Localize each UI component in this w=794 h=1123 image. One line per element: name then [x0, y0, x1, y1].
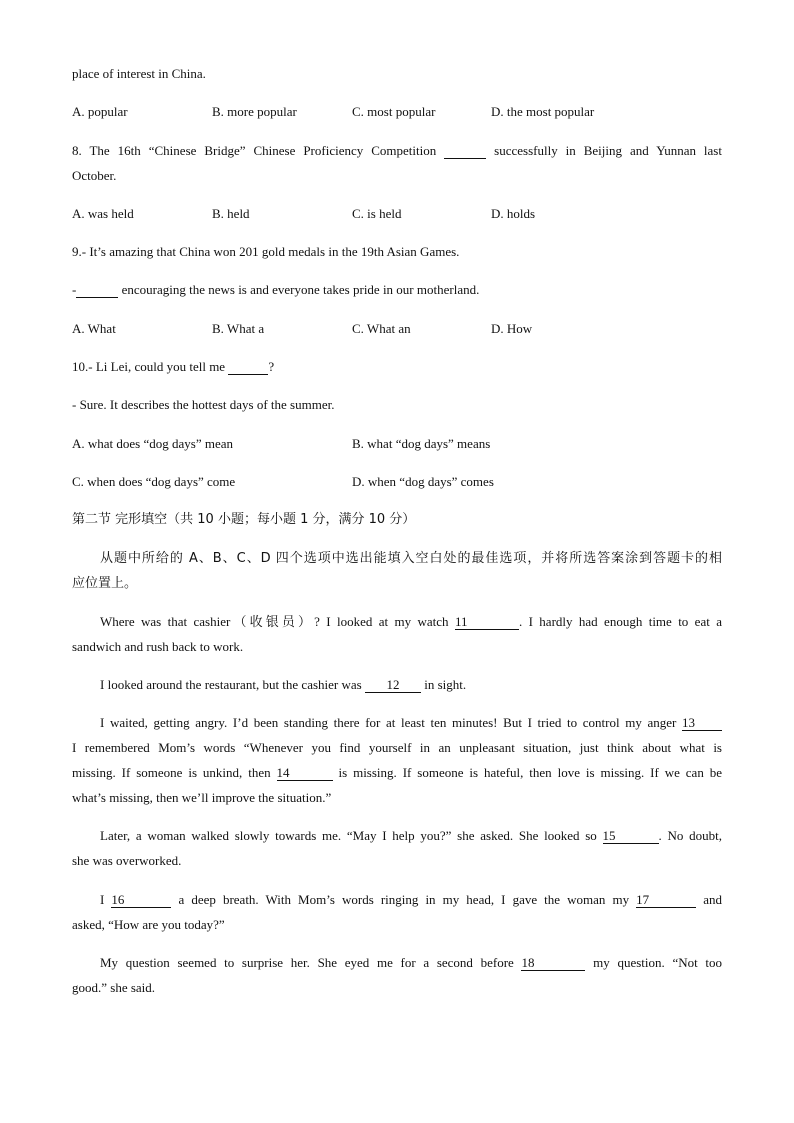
q9-question-line2 [72, 282, 479, 298]
passage-p6-line2: good.” she said. [72, 980, 156, 995]
q10-option-b: B. what “dog days” means [352, 436, 491, 451]
passage-p5-line1 [100, 892, 722, 908]
blank-17: 17 [636, 893, 696, 908]
p5-text-post: and [703, 892, 723, 907]
blank-15: 15 [603, 829, 659, 844]
p3-text-pre: I waited, getting angry. I’d been standing there for at least ten minutes! But I tried to control my anger [100, 715, 677, 730]
q9-text-post: encouraging the news is and everyone takes pride in our motherland. [121, 282, 480, 297]
q10-text-pre: 10.- Li Lei, could you tell me [72, 359, 226, 374]
q9-option-b: B. What a [212, 321, 265, 336]
p4-text-pre: Later, a woman walked slowly towards me. “May I help you?” she asked. She looked so [100, 828, 597, 843]
p2-text-pre: I looked around the restaurant, but the cashier was [100, 677, 362, 692]
q8-text-pre: 8. The 16th “Chinese Bridge” Chinese Proficiency Competition [72, 143, 437, 158]
passage-p5-line2: asked, “How are you today?” [72, 917, 225, 932]
q8-option-a: A. was held [72, 206, 134, 221]
passage-p2-line1 [100, 677, 466, 693]
blank-11: 11 [455, 615, 519, 630]
passage-p3-line3 [72, 765, 722, 781]
q8-question-line2: October. [72, 168, 117, 183]
p4-text-post: . No doubt, [658, 828, 723, 843]
p3c-text-pre: missing. If someone is unkind, then [72, 765, 271, 780]
q10-option-c: C. when does “dog days” come [72, 474, 236, 489]
passage-p4-line2: she was overworked. [72, 853, 182, 868]
q8-blank [444, 144, 486, 159]
q8-option-d: D. holds [491, 206, 536, 221]
q10-question-line2: - Sure. It describes the hottest days of the summer. [72, 397, 335, 412]
q9-option-d: D. How [491, 321, 533, 336]
passage-p3-line4: what’s missing, then we’ll improve the situation.” [72, 790, 332, 805]
passage-p3-line1 [100, 715, 722, 731]
passage-p6-line1 [100, 955, 722, 971]
q7-option-b: B. more popular [212, 104, 297, 119]
q7-option-c: C. most popular [352, 104, 436, 119]
blank-16: 16 [111, 893, 171, 908]
q9-blank [76, 283, 118, 298]
p5-text-mid: a deep breath. With Mom’s words ringing in my head, I gave the woman my [178, 892, 630, 907]
passage-p1-line1 [100, 614, 722, 630]
q7-option-d: D. the most popular [491, 104, 595, 119]
q10-option-d: D. when “dog days” comes [352, 474, 494, 489]
q9-option-c: C. What an [352, 321, 411, 336]
section-instructions-line2: 应位置上。 [72, 576, 138, 591]
q10-question-line1 [72, 359, 274, 375]
blank-13: 13 [682, 716, 722, 731]
p1-text-post: . I hardly had enough time to eat a [518, 614, 722, 629]
blank-14: 14 [277, 766, 333, 781]
p5-text-pre: I [100, 892, 105, 907]
passage-p4-line1 [100, 828, 722, 844]
q8-text-post: successfully in Beijing and Yunnan last [494, 143, 722, 158]
exam-page [72, 0, 722, 1123]
q9-dash: - [72, 282, 77, 297]
section-instructions-line1: 从题中所给的 A、B、C、D 四个选项中选出能填入空白处的最佳选项，并将所选答案涂到答题卡的相 [100, 551, 722, 566]
q10-option-a: A. what does “dog days” mean [72, 436, 234, 451]
q8-question-line1 [72, 143, 722, 159]
blank-12: 12 [365, 678, 421, 693]
q9-question-line1: 9.- It’s amazing that China won 201 gold medals in the 19th Asian Games. [72, 244, 460, 259]
p2-text-post: in sight. [424, 677, 467, 692]
q8-option-b: B. held [212, 206, 250, 221]
q10-blank [228, 360, 268, 375]
p6-text-post: my question. “Not too [593, 955, 723, 970]
p3c-text-post: is missing. If someone is hateful, then love is missing. If we can be [338, 765, 723, 780]
blank-18: 18 [521, 956, 585, 971]
q7-continuation: place of interest in China. [72, 66, 206, 81]
q8-option-c: C. is held [352, 206, 402, 221]
p1-text-pre: Where was that cashier（收银员）? I looked at my watch [100, 614, 449, 629]
p6-text-pre: My question seemed to surprise her. She eyed me for a second before [100, 955, 514, 970]
passage-p3-line2: I remembered Mom’s words “Whenever you find yourself in an unpleasant situation, just think about what is [72, 740, 722, 755]
q9-option-a: A. What [72, 321, 116, 336]
q7-option-a: A. popular [72, 104, 128, 119]
passage-p1-line2: sandwich and rush back to work. [72, 639, 244, 654]
section-heading: 第二节 完形填空（共 10 小题；每小题 1 分，满分 10 分） [72, 512, 416, 527]
q10-text-post: ? [268, 359, 275, 374]
